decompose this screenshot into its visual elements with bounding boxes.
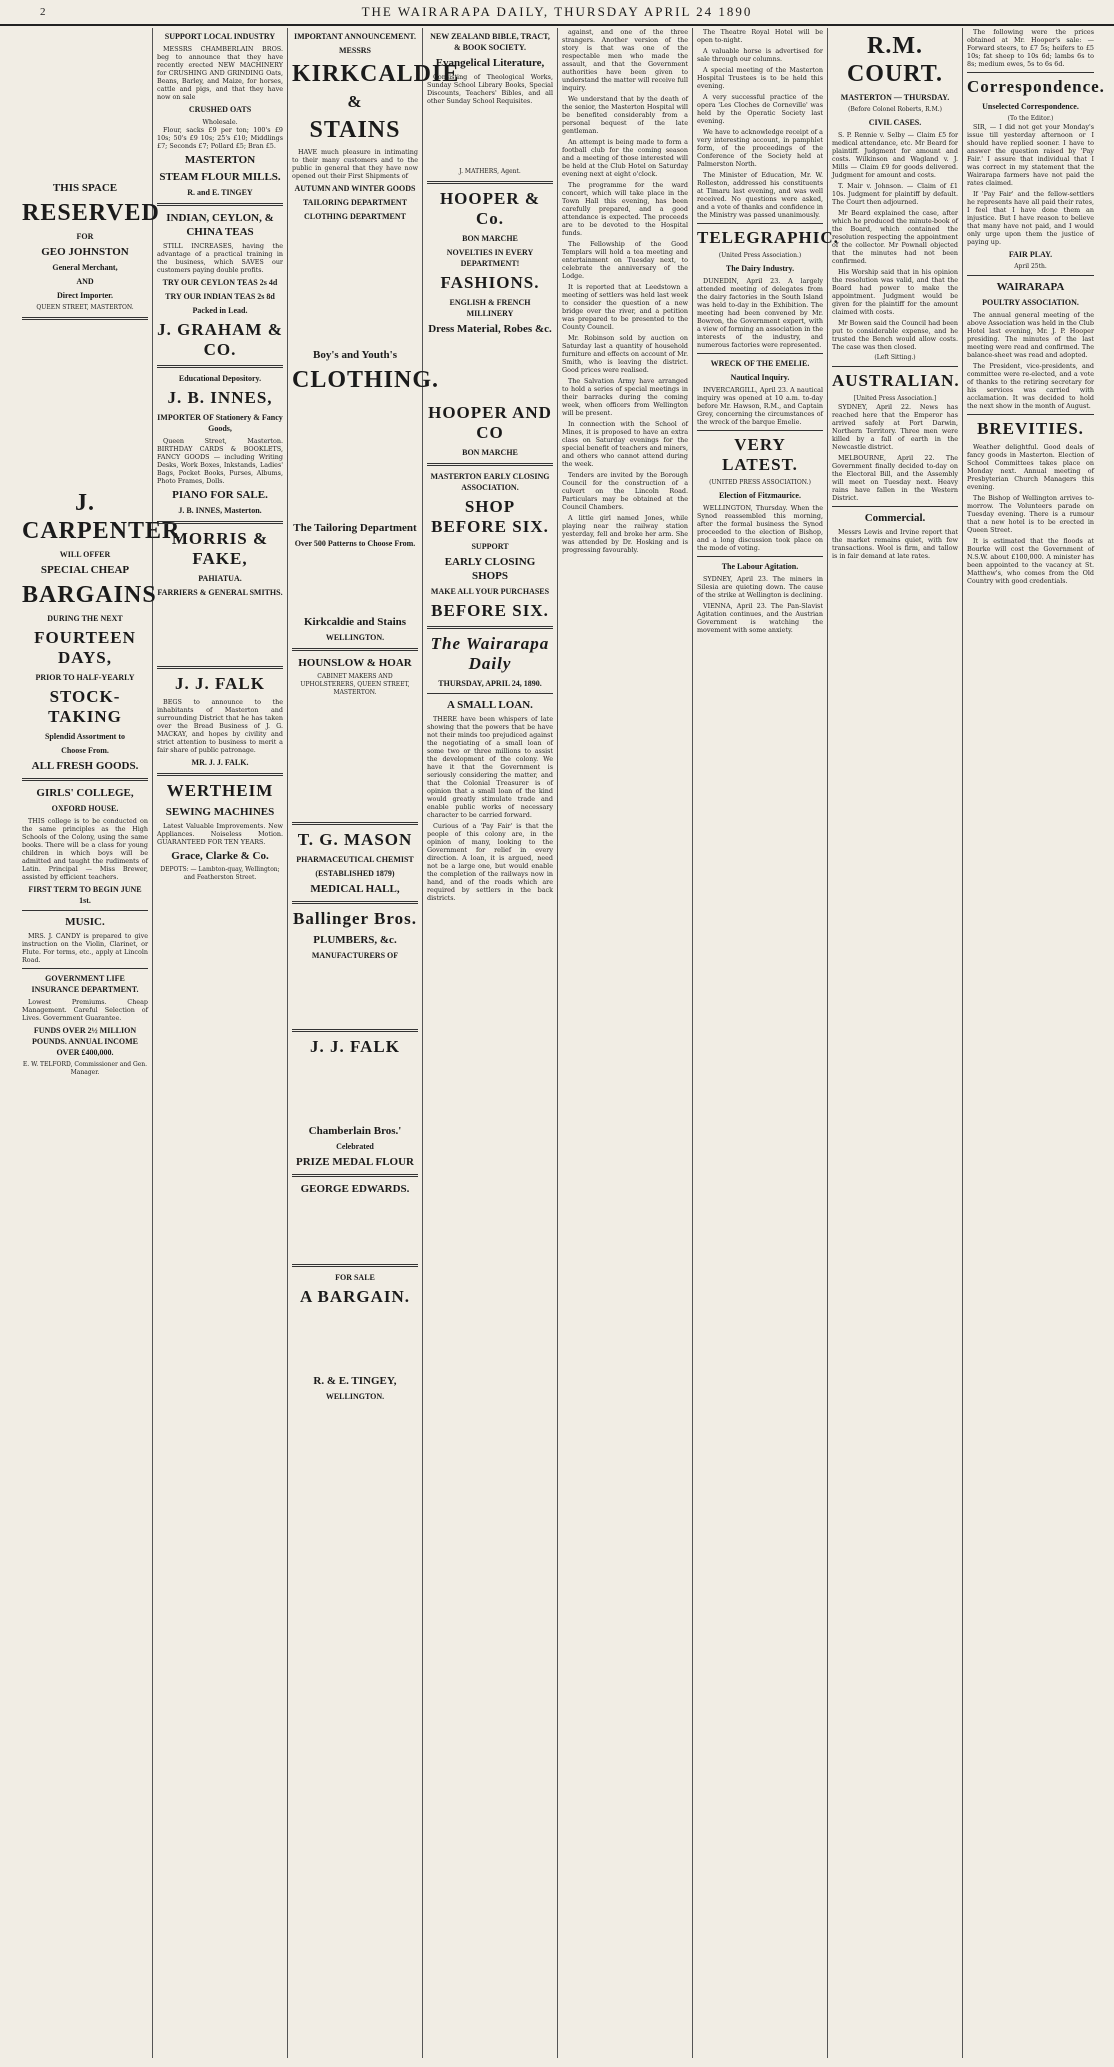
small-loan-text: THERE have been whispers of late showing that the powers that be have not their minds too prejudiced against the negotiating of a small loan of some two or three millions to assist the development of the colony. We have it that the Government is seriously considering the matter, and that the Colonial Treasurer is of opinion that a small loan of the kind would greatly stimulate trade and enable public works of necessary character to be carried forward. [427, 715, 553, 819]
page-number: 2 [40, 6, 48, 18]
medical-hall: MEDICAL HALL, [310, 883, 400, 895]
dairy-heading: The Dairy Industry. [725, 264, 795, 273]
divider [697, 430, 823, 431]
news-item: The Minister of Education, Mr. W. Rolleston, addressed his constituents at Timaru last evening, and was well received. No questions were asked, and a vote of thanks and confidence in the Ministry was passed unanimously. [697, 171, 823, 219]
australian-heading: AUSTRALIAN. [832, 371, 960, 390]
plumbers: PLUMBERS, &c. [313, 934, 397, 946]
divider [292, 901, 418, 904]
divider [157, 666, 283, 669]
divider [22, 968, 148, 969]
innes-sig: J. B. INNES, Masterton. [178, 506, 262, 515]
manufacturers: MANUFACTURERS OF [311, 951, 399, 960]
divider [697, 556, 823, 557]
masthead [0, 0, 1114, 26]
falk-text: BEGS to announce to the inhabitants of Masterton and surrounding District that he has taken over the Bread Business of J. G. MACKAY, and hopes by civility and strict attention to business to merit a fair share of public patronage. [157, 698, 283, 754]
blank-space-top [22, 28, 148, 178]
dress-material: Dress Material, Robes &c. [428, 323, 552, 335]
wreck-heading: WRECK OF THE EMELIE. [710, 359, 810, 368]
johnston-trade: General Merchant, [52, 263, 118, 272]
issue-date: THURSDAY, APRIL 24, 1890. [438, 679, 542, 688]
small-loan-text-2: Curious of a 'Pay Fair' is that the people of this colony are, in the opinion of many, looking to the Government for relief in every direction. A loan, it is argued, need not be a large one, but would enable the completion of the railways now in hand, and of the roads which are required by settlers in the back districts. [427, 822, 553, 902]
election-text: WELLINGTON, Thursday. When the Synod reassembled this morning, after the formal business the Synod proceeded to the election of Bishop, and a long discussion took place on the mode of voting. [697, 504, 823, 552]
falk-sig: MR. J. J. FALK. [191, 758, 249, 767]
divider [292, 1174, 418, 1177]
fourteen-days: FOURTEEN DAYS, [34, 628, 136, 667]
blank-space [157, 601, 283, 661]
prior-label: PRIOR TO HALF-YEARLY [35, 673, 135, 682]
teas-heading: INDIAN, CEYLON, & CHINA TEAS [166, 212, 274, 238]
support-label: SUPPORT [471, 542, 509, 551]
prices-head: Wholesale. [202, 118, 238, 126]
music-text: MRS. J. CANDY is prepared to give instruction on the Violin, Clarinet, or Flute. For terms, etc., apply at Lincoln Road. [22, 932, 148, 964]
blank-space [292, 697, 418, 817]
morris-fake: MORRIS & FAKE, [171, 529, 269, 568]
column-3 [288, 28, 460, 2058]
johnston-importer: Direct Importer. [57, 291, 113, 300]
oxford-house: OXFORD HOUSE. [51, 804, 119, 813]
news-item: The Fellowship of the Good Templars will hold a tea meeting and entertainment on Tuesday next, to celebrate the anniversary of the Lodge. [562, 240, 688, 280]
news-item: We understand that by the death of the senior, the Masterton Hospital will be benefited considerably from a personal bequest of the late gentleman. [562, 95, 688, 135]
chamberlain-bros: Chamberlain Bros.' [308, 1125, 402, 1137]
blank-space [292, 1061, 418, 1121]
celebrated: Celebrated [336, 1142, 374, 1151]
early-closing-assoc: MASTERTON EARLY CLOSING ASSOCIATION. [430, 472, 550, 492]
divider [22, 910, 148, 911]
news-item: A special meeting of the Masterton Hospital Trustees is to be held this evening. [697, 66, 823, 90]
messrs-label: MESSRS [338, 46, 371, 55]
divider [427, 693, 553, 694]
news-item: We have to acknowledge receipt of a very interesting account, in pamphlet form, of the proceedings of the Conference of the Society held at Palmerston North. [697, 128, 823, 168]
news-item: The Theatre Royal Hotel will be open to-night. [697, 28, 823, 44]
brevities-text: It is estimated that the floods at Bourke will cost the Government of N.S.W. about £100,000. A minister has been appointed to the vacancy at St. Matthew's, who comes from the Old Country with good credentials. [967, 537, 1094, 585]
divider [292, 1264, 418, 1267]
column-1 [18, 28, 181, 2058]
divider [967, 414, 1094, 415]
divider [157, 521, 283, 524]
crushed-oats: CRUSHED OATS [188, 105, 252, 114]
ballinger-bros: Ballinger Bros. [293, 909, 417, 928]
blank-space [292, 552, 418, 612]
court-text: Mr Beard explained the case, after which he produced the minute-book of the Board, which contained the resolution respecting the appointment of the collector. Mr Pownall objected that the minutes had not been confirmed. [832, 209, 958, 265]
bon-marche: BON MARCHE [462, 234, 518, 243]
johnston-address: QUEEN STREET, MASTERTON. [36, 304, 134, 311]
column-8 [963, 28, 1105, 2058]
govt-agent: E. W. TELFORD, Commissioner and Gen. Manager. [22, 1061, 148, 1076]
blank-space [292, 225, 418, 345]
prices-text: The following were the prices obtained at Mr. Hooper's sale: — Forward steers, to £7 5s; heifers to £5 10s; fat sheep to 10s 6d; lambs 6s to 8s; medium ewes, 5s to 6s 6d. [967, 28, 1094, 68]
news-item: An attempt is being made to form a football club for the coming season and a meeting of those interested will be held at the Club Hotel on Saturday evening next at eight o'clock. [562, 138, 688, 178]
divider [697, 353, 823, 354]
important-announcement: IMPORTANT ANNOUNCEMENT. [294, 32, 416, 41]
brevities-heading: BREVITIES. [977, 419, 1084, 438]
wreck-text: INVERCARGILL, April 23. A nautical inquiry was opened at 10 a.m. to-day before Mr. Hawson, R.M., and Captain Grey, concerning the circumstances of the wreck of the barque Emelie. [697, 386, 823, 426]
choose-label: Choose From. [61, 746, 109, 755]
autumn-goods: AUTUMN AND WINTER GOODS [294, 184, 416, 193]
news-item: It is reported that at Leedstown a meeting of settlers was held last week to consider the question of a new bridge over the river, and a petition was prepared to be presented to the County Council. [562, 283, 688, 331]
poultry-heading-2: POULTRY ASSOCIATION. [982, 298, 1079, 307]
divider [292, 822, 418, 825]
sewing-machines: SEWING MACHINES [165, 806, 275, 818]
court-text: His Worship said that in his opinion the resolution was valid, and that the Board had power to make the appointment. Judgment would be given for the plaintiff for the amount claimed with costs. [832, 268, 958, 316]
divider [427, 626, 553, 629]
telegraphic-heading: TELEGRAPHIC. [697, 228, 839, 247]
clothing-heading: CLOTHING. [292, 367, 440, 393]
pahiatua: PAHIATUA. [198, 574, 242, 583]
innes-name: J. B. INNES, [167, 388, 273, 407]
grace-clarke: Grace, Clarke & Co. [171, 850, 269, 862]
graham-name: J. GRAHAM & CO. [157, 320, 283, 359]
column-7 [828, 28, 963, 2058]
court-text: T. Mair v. Johnson. — Claim of £1 10s. Judgment for plaintiff by default. The Court then adjourned. [832, 182, 958, 206]
try-ceylon: TRY OUR CEYLON TEAS 2s 4d [162, 278, 278, 287]
for-label: FOR [76, 232, 94, 241]
court-heading: R.M. COURT. [846, 33, 944, 87]
column-4 [423, 28, 558, 2058]
press-assoc: (United Press Association.) [718, 252, 802, 259]
mathers-sig: J. MATHERS, Agent. [459, 168, 521, 175]
during-label: DURING THE NEXT [47, 614, 123, 623]
brevities-text: Weather delightful. Good deals of fancy goods in Masterton. Election of School Committees takes place on Monday next. Annual meeting of Presbyterian Church Managers this evening. [967, 443, 1094, 491]
news-item: The Salvation Army have arranged to hold a series of special meetings in their barracks during the coming week, when officers from Wellington will be present. [562, 377, 688, 417]
divider [427, 463, 553, 466]
make-purchases: MAKE ALL YOUR PURCHASES [430, 587, 550, 596]
tingey-address: WELLINGTON. [325, 1392, 385, 1401]
govt-heading: GOVERNMENT LIFE INSURANCE DEPARTMENT. [31, 974, 139, 994]
term-label: FIRST TERM TO BEGIN JUNE 1st. [28, 885, 142, 905]
poultry-text: The annual general meeting of the above Association was held in the Club Hotel last evening, Mr. J. P. Hooper presiding. The minutes of the last meeting were read and confirmed. The balance-sheet was read and adopted. [967, 311, 1094, 359]
hounslow-hoar: HOUNSLOW & HOAR [298, 657, 412, 669]
boys-youths: Boy's and Youth's [313, 349, 397, 361]
paper-title: The Wairarapa Daily [430, 634, 550, 673]
prize-flour: PRIZE MEDAL FLOUR [296, 1156, 414, 1168]
hounslow-sub: CABINET MAKERS AND UPHOLSTERERS, QUEEN STREET, MASTERTON. [300, 673, 410, 696]
evangelical-text: Consisting of Theological Works, Sunday School Library Books, Special Discounts, Teachers' Bibles, and all other Sunday School Requisites. [427, 73, 553, 105]
aus-text: SYDNEY, April 22. News has reached here that the Emperor has arrived safely at Port Darwin, Northern Territory. Three men were killed by a fall of earth in the Newcastle district. [832, 403, 958, 451]
court-text: Mr Bowen said the Council had been put to considerable expense, and he trusted the Bench would allow costs. The case was then closed. [832, 319, 958, 351]
latest-heading: VERY LATEST. [722, 435, 798, 474]
kirk-wellington: WELLINGTON. [325, 633, 385, 642]
divider [22, 317, 148, 320]
masterton-label: MASTERTON [184, 154, 256, 166]
stains-heading: STAINS [309, 117, 401, 143]
corr-text: If 'Pay Fair' and the fellow-settlers he represents have all paid their rates, I feel that I have done them an injustice. But I have reason to believe that many have not paid, and I would only urge upon them the justice of paying up. [967, 190, 1094, 246]
bon-marche-2: BON MARCHE [462, 448, 518, 457]
divider [967, 72, 1094, 73]
fresh-goods: ALL FRESH GOODS. [31, 760, 139, 772]
small-loan-heading: A SMALL LOAN. [447, 699, 533, 711]
column-2 [153, 28, 288, 2058]
depots: DEPOTS: — Lambton-quay, Wellington; and Featherston Street. [160, 866, 280, 881]
bible-society: NEW ZEALAND BIBLE, TRACT, & BOOK SOCIETY. [430, 32, 550, 52]
patterns-label: Over 500 Patterns to Choose From. [294, 539, 416, 548]
tailoring-dept: TAILORING DEPARTMENT [302, 198, 408, 207]
mills-text: MESSRS CHAMBERLAIN BROS. beg to announce that they have recently erected NEW MACHINERY for CRUSHING AND GRINDING Oats, Beans, Barley, and Maize, for horses, cattle and pigs, and that they have now on sale [157, 45, 283, 101]
carpenter-name: J. CARPENTER [22, 490, 181, 544]
clothing-dept: CLOTHING DEPARTMENT [303, 212, 407, 221]
divider [292, 1029, 418, 1032]
court-date: MASTERTON — THURSDAY. [840, 93, 950, 102]
bargains-heading: BARGAINS [22, 582, 157, 608]
govt-text: Lowest Premiums. Cheap Management. Careful Selection of Lives. Government Guarantee. [22, 998, 148, 1022]
court-text: S. P. Rennie v. Selby — Claim £5 for medical attendance, etc. Mr Beard for plaintiff. Judgment for amount and costs. Wilkinson and Wagland v. J. Mills — Claim £9 for goods delivered. Judgment for amount and costs. [832, 131, 958, 179]
column-5 [558, 28, 693, 2058]
falk-name-2: J. J. FALK [310, 1037, 400, 1056]
music-heading: MUSIC. [65, 916, 105, 928]
news-item: In connection with the School of Mines, it is proposed to have an extra class on Saturday evenings for the special benefit of teachers and miners, and others who cannot attend during the week. [562, 420, 688, 468]
poultry-text: The President, vice-presidents, and committee were re-elected, and a vote of thanks to the retiring secretary for his services was carried with acclamation. It was decided to hold the next show in the month of August. [967, 362, 1094, 410]
election-heading: Election of Fitzmaurice. [719, 491, 801, 500]
prices-list: Flour, sacks £9 per ton; 100's £9 10s; 50's £9 10s; 25's £10; Middlings £7; Seconds £7; Pollard £5; Bran £5. [157, 126, 283, 150]
blank-space [292, 1199, 418, 1259]
news-item: against, and one of the three strangers. Another version of the story is that was one of the respectable men who made the assault, and that the Government authorities have been given to understand the matter will receive full inquiry. [562, 28, 688, 92]
and-label: AND [76, 277, 94, 286]
reserved-heading: RESERVED [22, 200, 160, 226]
will-offer: WILL OFFER [59, 550, 111, 559]
divider [292, 648, 418, 651]
pharm-label: PHARMACEUTICAL CHEMIST [296, 855, 414, 864]
farriers: FARRIERS & GENERAL SMITHS. [157, 588, 283, 597]
blank-space [427, 339, 553, 399]
corr-text: SIR, — I did not get your Monday's issue till yesterday afternoon or I should have replied sooner. I have to answer the question raised by 'Pay Fair.' I assure that individual that I was correct in my statement that the Wairarapa farmers have not paid the rates claimed. [967, 123, 1094, 187]
innes-text: Queen Street, Masterton. BIRTHDAY CARDS & BOOKLETS, FANCY GOODS — including Writing Desks, Work Boxes, Inkstands, Ladies' Bags, Pocket Books, Purses, Albums, Photo Frames, Dolls. [157, 437, 283, 485]
kirkcaldie-heading: KIRKCALDIE [292, 61, 460, 87]
divider [832, 366, 958, 367]
girls-text: THIS college is to be conducted on the same principles as the High Schools of the Colony, using the same books. There will be a class for young children in which boys will be admitted and taught the rudiments of Latin. Principal — Miss Brewer, assisted by efficient teachers. [22, 817, 148, 881]
divider [967, 275, 1094, 276]
news-item: A little girl named Jones, while playing near the railway station yesterday, fell and broke her arm. She was attended by Dr. Hosking and is progressing favourably. [562, 514, 688, 554]
commercial-heading: Commercial. [864, 512, 926, 524]
hooper-heading: HOOPER & Co. [439, 189, 541, 228]
uncut-label: Unselected Correspondence. [982, 102, 1079, 111]
english-millinery: ENGLISH & FRENCH MILLINERY [449, 298, 531, 318]
govt-funds: FUNDS OVER 2½ MILLION POUNDS. ANNUAL INCOME OVER £400,000. [31, 1026, 138, 1057]
left-sitting: (Left Sitting.) [874, 354, 916, 361]
tailoring-heading: The Tailoring Department [293, 522, 417, 534]
for-sale: FOR SALE [335, 1273, 375, 1282]
sewing-text: Latest Valuable Improvements. New Appliances. Noiseless Motion. GUARANTEED FOR TEN YEARS. [157, 822, 283, 846]
teas-text: STILL INCREASES, having the advantage of a practical training in the business, which SAVES our customers paying double profits. [157, 242, 283, 274]
est-label: (ESTABLISHED 1879) [315, 869, 395, 878]
news-item: Mr. Robinson sold by auction on Saturday last a quantity of household furniture and effects on account of Mr. Smith, who is leaving the district. Good prices were realised. [562, 334, 688, 374]
piano-sale: PIANO FOR SALE. [172, 489, 268, 501]
johnston-name: GEO JOHNSTON [41, 246, 129, 258]
fashions: FASHIONS. [440, 273, 540, 292]
try-indian: TRY OUR INDIAN TEAS 2s 8d [165, 292, 275, 301]
bargain-heading: A BARGAIN. [299, 1287, 411, 1306]
splendid-label: Splendid Assortment to [44, 732, 125, 741]
blank-space [292, 1311, 418, 1371]
divider [157, 365, 283, 368]
blank-space [22, 325, 148, 485]
ampersand: & [347, 92, 363, 111]
divider [22, 778, 148, 781]
correspondence-heading: Correspondence. [967, 77, 1105, 96]
novelties: NOVELTIES IN EVERY DEPARTMENT! [446, 248, 534, 268]
corr-date: April 25th. [1014, 263, 1047, 270]
aus-sub: [United Press Association.] [853, 395, 937, 402]
stocktaking-heading: STOCK-TAKING [48, 687, 122, 726]
labour-heading: The Labour Agitation. [721, 562, 799, 571]
divider [157, 773, 283, 776]
nautical-inquiry: Nautical Inquiry. [730, 373, 790, 382]
blank-space [292, 398, 418, 518]
shop-before-six: SHOP BEFORE SIX. [431, 497, 549, 536]
poultry-heading: WAIRARAPA [996, 281, 1065, 293]
tingey-sig: R. & E. TINGEY, [313, 1375, 397, 1387]
commercial-text: Messrs Lewis and Irvine report that the market remains quiet, with few transactions. Wool is firm, and tallow is in fair demand at late rates. [832, 528, 958, 560]
tingey-name: R. and E. TINGEY [187, 188, 253, 197]
support-heading: SUPPORT LOCAL INDUSTRY [164, 32, 276, 41]
latest-sub: (UNITED PRESS ASSOCIATION.) [709, 479, 811, 486]
space-label: THIS SPACE [52, 182, 118, 194]
edwards-name: GEORGE EDWARDS. [300, 1183, 410, 1195]
wertheim: WERTHEIM [166, 781, 274, 800]
column-6 [693, 28, 839, 2058]
falk-name: J. J. FALK [175, 674, 265, 693]
special-cheap: SPECIAL CHEAP [40, 564, 130, 576]
blank-space [427, 108, 553, 168]
steam-mills: STEAM FLOUR MILLS. [159, 171, 281, 183]
divider [427, 181, 553, 184]
newspaper-columns [18, 28, 1105, 2058]
news-item: Tenders are invited by the Borough Council for the construction of a culvert on the Lincoln Road. Particulars may be obtained at the Council Chambers. [562, 471, 688, 511]
labour-text-2: VIENNA, April 23. The Pan-Slavist Agitation continues, and the Austrian Government is watching the movement with some anxiety. [697, 602, 823, 634]
early-closing-shops: EARLY CLOSING SHOPS [444, 556, 536, 582]
civil-cases: CIVIL CASES. [868, 118, 922, 127]
to-editor: (To the Editor.) [1007, 115, 1054, 122]
edu-depository: Educational Depository. [178, 374, 262, 383]
news-item: A very successful practice of the opera 'Les Cloches de Corneville' was held by the Operatic Society last evening. [697, 93, 823, 125]
court-judge: (Before Colonel Roberts, R.M.) [848, 106, 942, 113]
labour-text: SYDNEY, April 23. The miners in Silesia are quieting down. The cause of the strike at Wellington is declining. [697, 575, 823, 599]
divider [832, 506, 958, 507]
divider [697, 223, 823, 224]
evangelical-heading: Evangelical Literature, [435, 57, 545, 69]
girls-college: GIRLS' COLLEGE, [36, 787, 134, 799]
corr-signature: FAIR PLAY. [1008, 250, 1053, 259]
brevities-text: The Bishop of Wellington arrives to-morrow. The Volunteers parade on Tuesday evening. There is a rumour that a new hotel is to be erected in Queen Street. [967, 494, 1094, 534]
news-item: The programme for the ward concert, which will take place in the Town Hall this evening, has been carefully prepared, and a good attendance is expected. The proceeds are to be devoted to the Hospital funds. [562, 181, 688, 237]
kirk-text: HAVE much pleasure in intimating to their many customers and to the public in general that they have now opened out their First Shipments of [292, 148, 418, 180]
dairy-text: DUNEDIN, April 23. A largely attended meeting of delegates from the dairy factories in the South Island was held to-day in the Exhibition. The meeting had been convened by Mr. Bowron, the Government expert, with a view of forming an association in the interests of the industry, and numerous factories were represented. [697, 277, 823, 349]
mason-name: T. G. MASON [297, 830, 413, 849]
divider [157, 203, 283, 206]
blank-space [292, 964, 418, 1024]
masthead-title: THE WAIRARAPA DAILY, THURSDAY APRIL 24 1890 [361, 4, 753, 19]
news-item: A valuable horse is advertised for sale through our columns. [697, 47, 823, 63]
kirk-sig: Kirkcaldie and Stains [303, 616, 407, 628]
before-six: BEFORE SIX. [431, 601, 549, 620]
innes-importer: IMPORTER OF Stationery & Fancy Goods, [157, 413, 283, 433]
packed-label: Packed in Lead. [192, 306, 248, 315]
aus-text: MELBOURNE, April 22. The Government finally decided to-day on the Electoral Bill, and the Assembly will meet on Tuesday next. Heavy rains have fallen in the Western District. [832, 454, 958, 502]
hooper-sig: HOOPER AND CO [428, 403, 552, 442]
